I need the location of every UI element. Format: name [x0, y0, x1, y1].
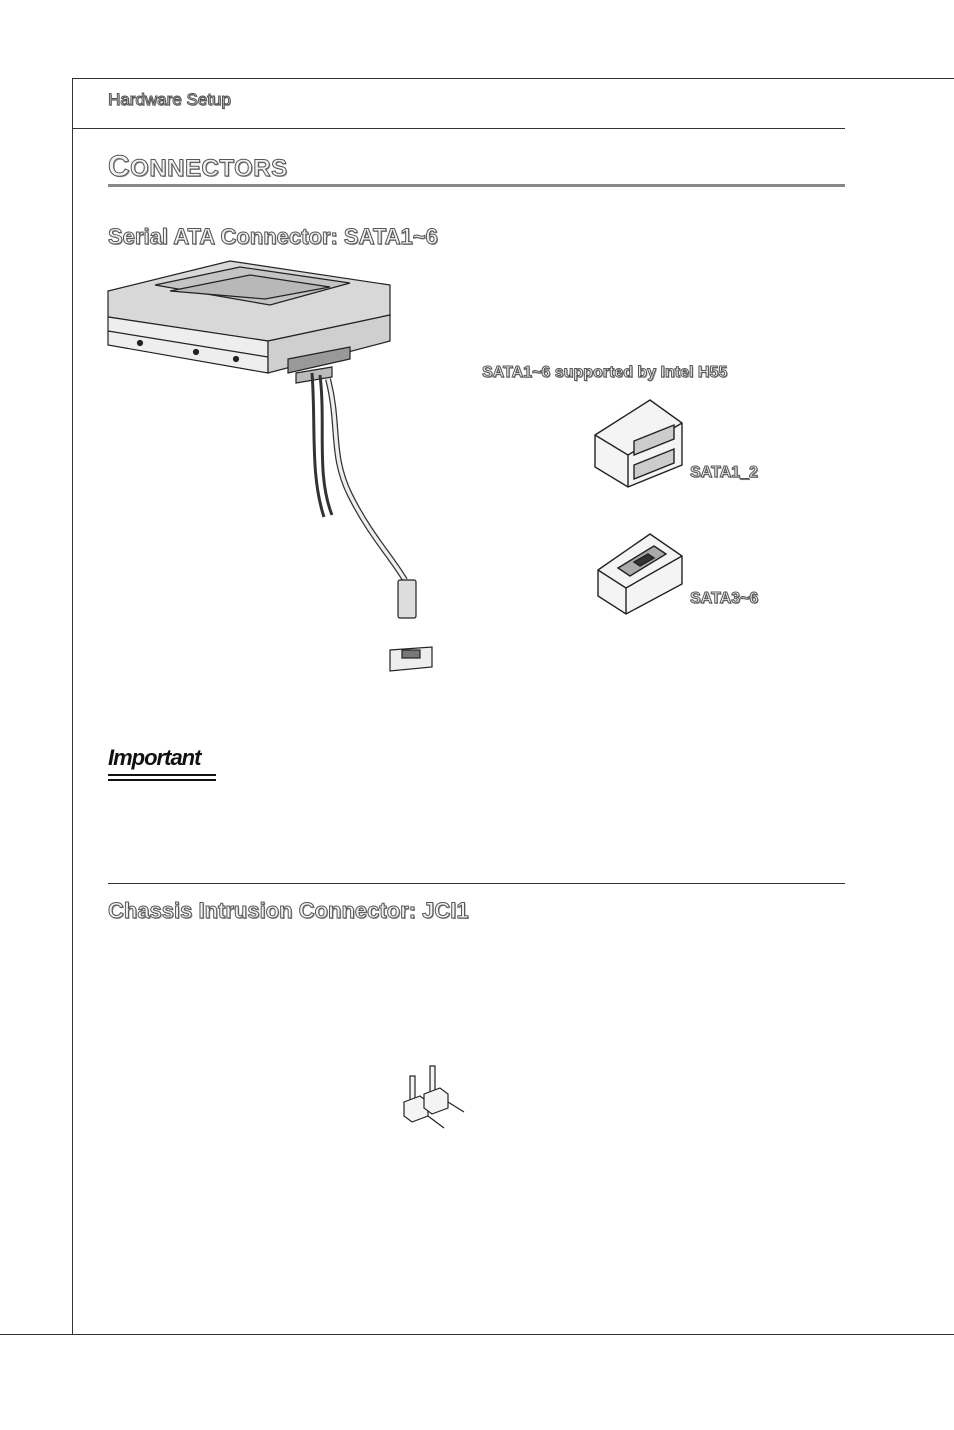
running-header: Hardware Setup	[108, 90, 231, 109]
important-underline	[108, 774, 216, 782]
header-underline	[72, 128, 845, 129]
sata-support-note: SATA1~6 supported by Intel H55	[482, 364, 728, 381]
bottom-rule	[0, 1334, 954, 1335]
sata12-label: SATA1_2	[690, 464, 758, 481]
important-label: Important	[108, 745, 201, 770]
sata12-connector-icon	[590, 395, 690, 490]
sata-heading: Serial ATA Connector: SATA1~6	[108, 224, 438, 249]
section-title-initial: C	[108, 150, 131, 183]
section-title-underline	[108, 184, 845, 187]
top-rule	[72, 78, 954, 79]
sata36-connector-icon	[594, 530, 694, 620]
section-title	[108, 150, 288, 184]
sata36-label: SATA3~6	[690, 590, 759, 607]
chassis-separator	[108, 883, 845, 884]
section-title-rest: ONNECTORS	[130, 155, 288, 182]
sata-drive-illustration	[100, 255, 450, 685]
left-margin-rule	[72, 78, 73, 1335]
chassis-intrusion-heading: Chassis Intrusion Connector: JCI1	[108, 898, 469, 923]
jci1-pin-header-icon	[400, 1060, 470, 1135]
